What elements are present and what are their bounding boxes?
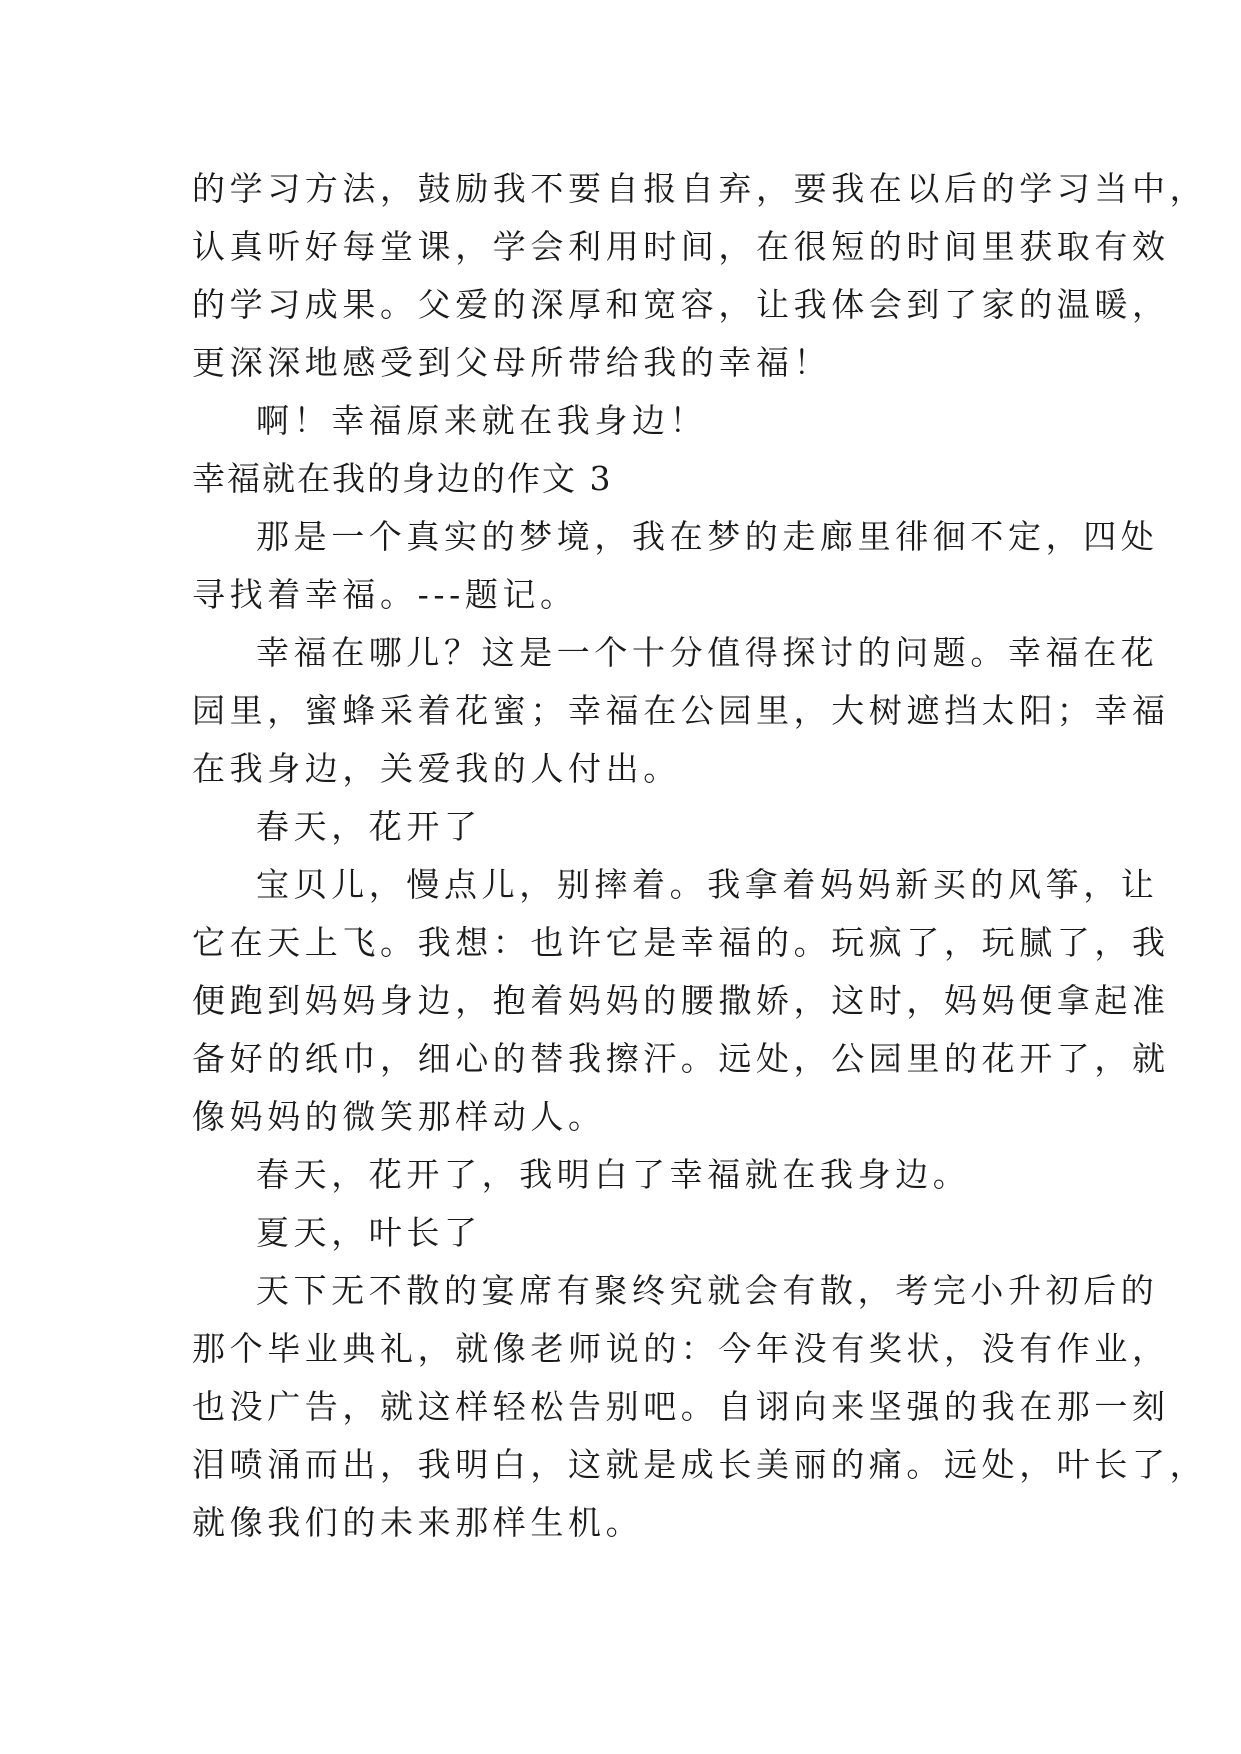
paragraph-line: 更深深地感受到父母所带给我的幸福！ — [192, 343, 832, 382]
section-heading: 幸福就在我的身边的作文 3 — [192, 459, 613, 498]
paragraph-line: 的学习方法，鼓励我不要自报自弃，要我在以后的学习当中， — [192, 169, 1208, 208]
paragraph-line: 春天，花开了 — [256, 807, 482, 846]
paragraph-line: 的学习成果。父爱的深厚和宽容，让我体会到了家的温暖， — [192, 285, 1170, 324]
paragraph-line: 也没广告，就这样轻松告别吧。自诩向来坚强的我在那一刻 — [192, 1387, 1170, 1426]
paragraph-line: 春天，花开了，我明白了幸福就在我身边。 — [256, 1155, 971, 1194]
paragraph-line: 寻找着幸福。---题记。 — [192, 575, 578, 614]
paragraph-line: 夏天，叶长了 — [256, 1213, 482, 1252]
paragraph-line: 天下无不散的宴席有聚终究就会有散，考完小升初后的 — [256, 1271, 1159, 1310]
paragraph-line: 认真听好每堂课，学会利用时间，在很短的时间里获取有效 — [192, 227, 1170, 266]
paragraph-line: 泪喷涌而出，我明白，这就是成长美丽的痛。远处，叶长了， — [192, 1445, 1208, 1484]
paragraph-line: 在我身边，关爱我的人付出。 — [192, 749, 681, 788]
paragraph-line: 备好的纸巾，细心的替我擦汗。远处，公园里的花开了，就 — [192, 1039, 1170, 1078]
paragraph-line: 就像我们的未来那样生机。 — [192, 1503, 644, 1542]
paragraph-line: 幸福在哪儿？这是一个十分值得探讨的问题。幸福在花 — [256, 633, 1159, 672]
paragraph-line: 园里，蜜蜂采着花蜜；幸福在公园里，大树遮挡太阳；幸福 — [192, 691, 1170, 730]
paragraph-line: 那是一个真实的梦境，我在梦的走廊里徘徊不定，四处 — [256, 517, 1159, 556]
paragraph-line: 它在天上飞。我想：也许它是幸福的。玩疯了，玩腻了，我 — [192, 923, 1170, 962]
paragraph-line: 那个毕业典礼，就像老师说的：今年没有奖状，没有作业， — [192, 1329, 1170, 1368]
paragraph-line: 啊！幸福原来就在我身边！ — [256, 401, 708, 440]
paragraph-line: 像妈妈的微笑那样动人。 — [192, 1097, 606, 1136]
paragraph-line: 便跑到妈妈身边，抱着妈妈的腰撒娇，这时，妈妈便拿起准 — [192, 981, 1170, 1020]
paragraph-line: 宝贝儿，慢点儿，别摔着。我拿着妈妈新买的风筝，让 — [256, 865, 1159, 904]
